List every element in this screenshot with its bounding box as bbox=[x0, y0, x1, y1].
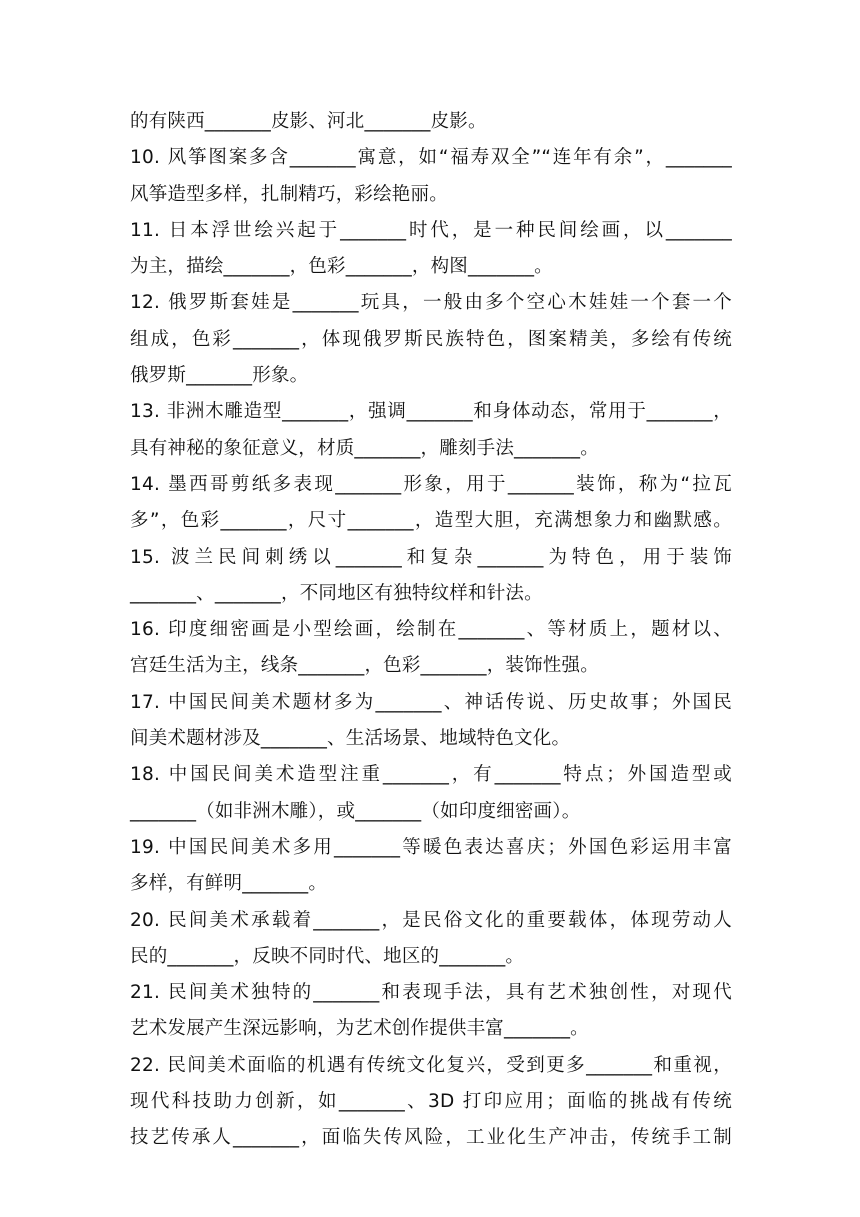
text-line: 22. 民间美术面临的机遇有传统文化复兴，受到更多_______和重视， bbox=[130, 1054, 732, 1076]
text-line: 15. 波兰民间刺绣以_______和复杂_______为特色，用于装饰 bbox=[130, 546, 732, 568]
text-line: 宫廷生活为主，线条_______，色彩_______，装饰性强。 bbox=[130, 655, 599, 677]
text-line: 19. 中国民间美术多用_______等暖色表达喜庆；外国色彩运用丰富 bbox=[130, 836, 732, 858]
text-line: 18. 中国民间美术造型注重_______，有_______特点；外国造型或 bbox=[130, 764, 732, 786]
text-line: 10. 风筝图案多含_______寓意，如“福寿双全”“连年有余”，_______ bbox=[130, 147, 732, 169]
text-line: 多样，有鲜明_______。 bbox=[130, 873, 328, 895]
text-line: 16. 印度细密画是小型绘画，绘制在_______、等材质上，题材以、 bbox=[130, 619, 732, 641]
text-line: 14. 墨西哥剪纸多表现_______形象，用于_______装饰，称为“拉瓦 bbox=[130, 473, 732, 495]
text-line: 的有陕西_______皮影、河北_______皮影。 bbox=[130, 111, 487, 132]
text-line: 技艺传承人_______，面临失传风险，工业化生产冲击，传统手工制 bbox=[130, 1127, 732, 1149]
text-line: 组成，色彩_______，体现俄罗斯民族特色，图案精美，多绘有传统 bbox=[130, 328, 732, 350]
text-line: 艺术发展产生深远影响，为艺术创作提供丰富_______。 bbox=[130, 1018, 589, 1040]
text-line: 民的_______，反映不同时代、地区的_______。 bbox=[130, 945, 525, 967]
text-line: 风筝造型多样，扎制精巧，彩绘艳丽。 bbox=[130, 183, 448, 205]
text-line: 为主，描绘_______，色彩_______，构图_______。 bbox=[130, 256, 553, 278]
text-line: 具有神秘的象征意义，材质_______，雕刻手法_______。 bbox=[130, 437, 599, 459]
text-line: 12. 俄罗斯套娃是_______玩具，一般由多个空心木娃娃一个套一个 bbox=[130, 292, 732, 314]
text-line: _______（如非洲木雕），或_______（如印度细密画）。 bbox=[130, 800, 581, 822]
text-line: 17. 中国民间美术题材多为_______、神话传说、历史故事；外国民 bbox=[130, 691, 732, 713]
text-line: 现代科技助力创新，如_______、3D 打印应用；面临的挑战有传统 bbox=[130, 1091, 732, 1113]
text-line: 13. 非洲木雕造型_______，强调_______和身体动态，常用于_______， bbox=[130, 401, 732, 423]
text-line: 多”，色彩_______，尺寸_______，造型大胆，充满想象力和幽默感。 bbox=[130, 510, 732, 532]
text-line: 俄罗斯_______形象。 bbox=[130, 365, 309, 387]
text-line: _______、_______，不同地区有独特纹样和针法。 bbox=[130, 582, 543, 604]
question-text-block bbox=[130, 104, 732, 1157]
text-line: 21. 民间美术独特的_______和表现手法，具有艺术独创性，对现代 bbox=[130, 982, 732, 1004]
text-line: 间美术题材涉及_______、生活场景、地域特色文化。 bbox=[130, 728, 571, 750]
text-line: 11. 日本浮世绘兴起于_______时代，是一种民间绘画，以_______ bbox=[130, 219, 732, 241]
text-line: 20. 民间美术承载着_______，是民俗文化的重要载体，体现劳动人 bbox=[130, 909, 732, 931]
